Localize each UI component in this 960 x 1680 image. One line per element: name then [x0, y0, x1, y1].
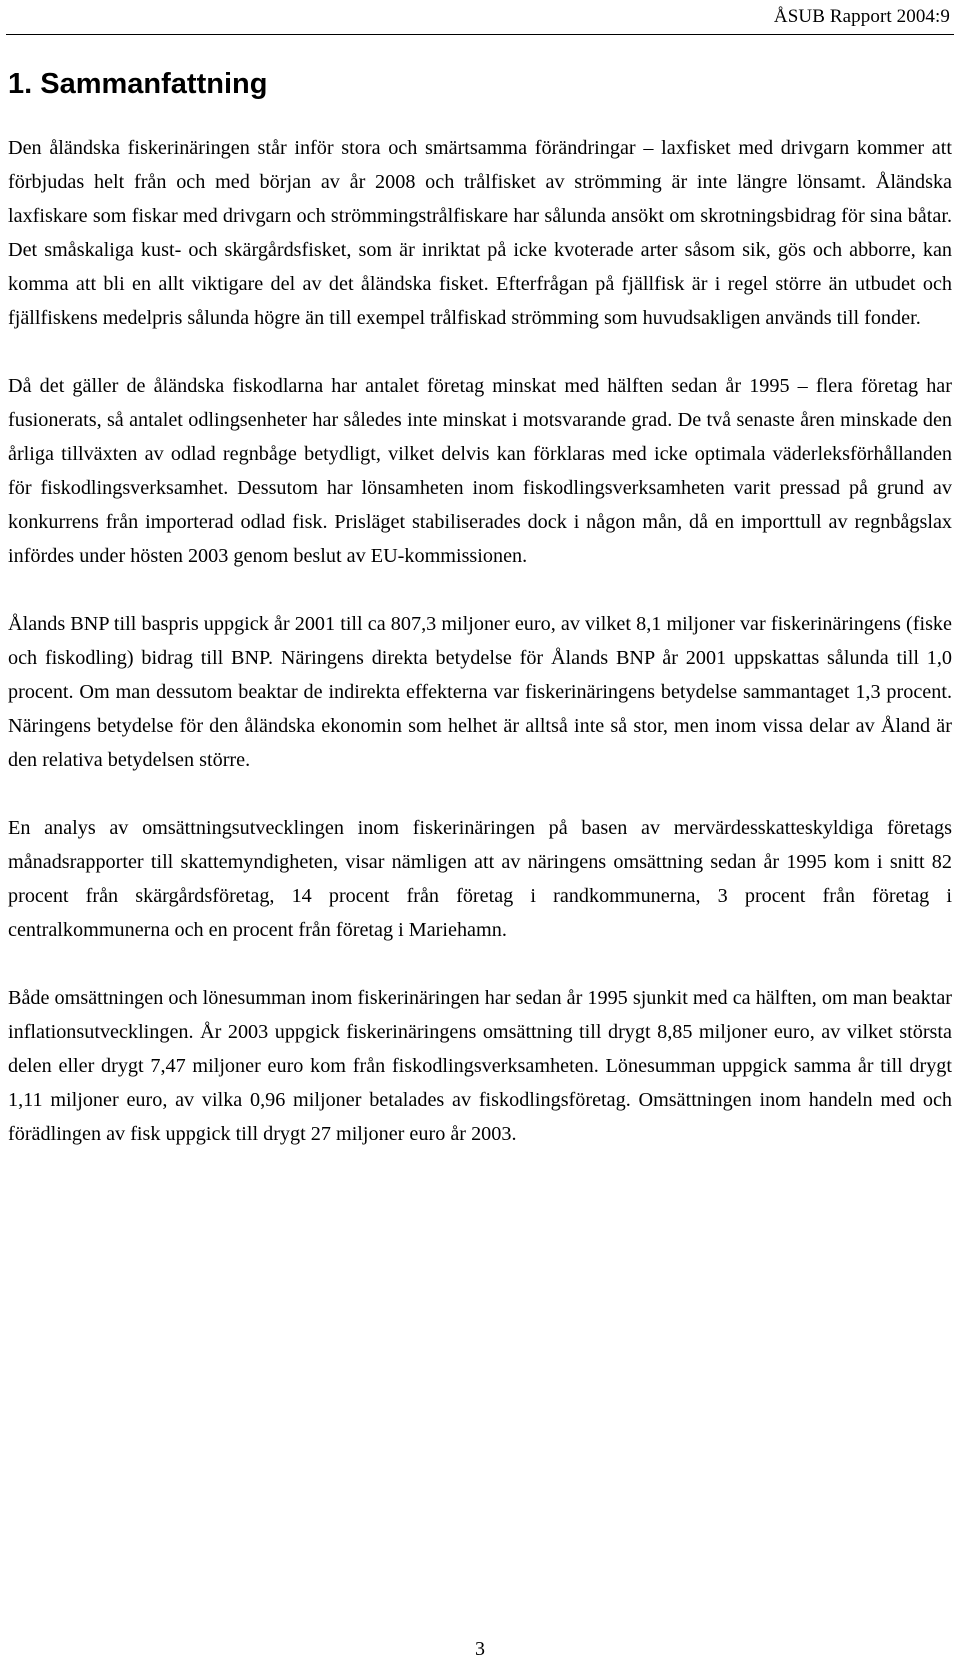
- running-header: ÅSUB Rapport 2004:9: [773, 6, 950, 27]
- paragraph-summary-fishing: Den åländska fiskerinäringen står inför stora och smärtsamma förändringar – laxfisket med drivgarn kommer att förbjudas helt från och med början av år 2008 och trålfisket av strömming är inte längre lönsamt. Åländska laxfiskare som fiskar med drivgarn och strömmingstrålfiskare har sålunda ansökt om skrotningsbidrag för sina båtar. Det småskaliga kust- och skärgårdsfisket, som är inriktat på icke kvoterade arter såsom sik, gös och abborre, kan komma att bli en allt viktigare del av det åländska fisket. Efterfrågan på fjällfisk är i regel större än utbudet och fjällfiskens medelpris sålunda högre än till exempel trålfiskad strömming som huvudsakligen används till fonder.: [8, 137, 952, 329]
- body-text: [8, 131, 952, 1185]
- paragraph-turnover-analysis: En analys av omsättningsutvecklingen inom fiskerinäringen på basen av mervärdesskatteskyldiga företags månadsrapporter till skattemyndigheten, visar nämligen att av näringens omsättning sedan år 1995 kom i snitt 82 procent från skärgårdsföretag, 14 procent från företag i randkommunerna, 3 procent från företag i centralkommunerna och en procent från företag i Mariehamn.: [8, 817, 952, 941]
- section-title: 1. Sammanfattning: [8, 68, 268, 100]
- paragraph-fish-farming: Då det gäller de åländska fiskodlarna har antalet företag minskat med hälften sedan år 1995 – flera företag har fusionerats, så antalet odlingsenheter har således inte minskat i motsvarande grad. De två senaste åren minskade den årliga tillväxten av odlad regnbåge betydligt, vilket delvis kan förklaras med icke optimala väderleksförhållanden för fiskodlingsverksamhet. Dessutom har lönsamheten inom fiskodlingsverksamheten varit pressad på grund av konkurrens från importerad odlad fisk. Prisläget stabiliserades dock i någon mån, då en importtull av regnbågslax infördes under hösten 2003 genom beslut av EU-kommissionen.: [8, 375, 952, 567]
- paragraph-gdp: Ålands BNP till baspris uppgick år 2001 till ca 807,3 miljoner euro, av vilket 8,1 miljoner var fiskerinäringens (fiske och fiskodling) bidrag till BNP. Näringens direkta betydelse för Ålands BNP år 2001 uppskattas sålunda till 1,0 procent. Om man dessutom beaktar de indirekta effekterna var fiskerinäringens betydelse sammantaget 1,3 procent. Näringens betydelse för den åländska ekonomin som helhet är alltså inte så stor, men inom vissa delar av Åland är den relativa betydelsen större.: [8, 613, 952, 771]
- header-divider: [6, 34, 954, 35]
- paragraph-turnover-wages: Både omsättningen och lönesumman inom fiskerinäringen har sedan år 1995 sjunkit med ca hälften, om man beaktar inflationsutvecklingen. År 2003 uppgick fiskerinäringens omsättning till drygt 8,85 miljoner euro, av vilket största delen eller drygt 7,47 miljoner euro kom från fiskodlingsverksamheten. Lönesumman uppgick samma år till drygt 1,11 miljoner euro, av vilka 0,96 miljoner betalades av fiskodlingsföretag. Omsättningen inom handeln med och förädlingen av fisk uppgick till drygt 27 miljoner euro år 2003.: [8, 987, 952, 1145]
- page-number: 3: [475, 1638, 485, 1660]
